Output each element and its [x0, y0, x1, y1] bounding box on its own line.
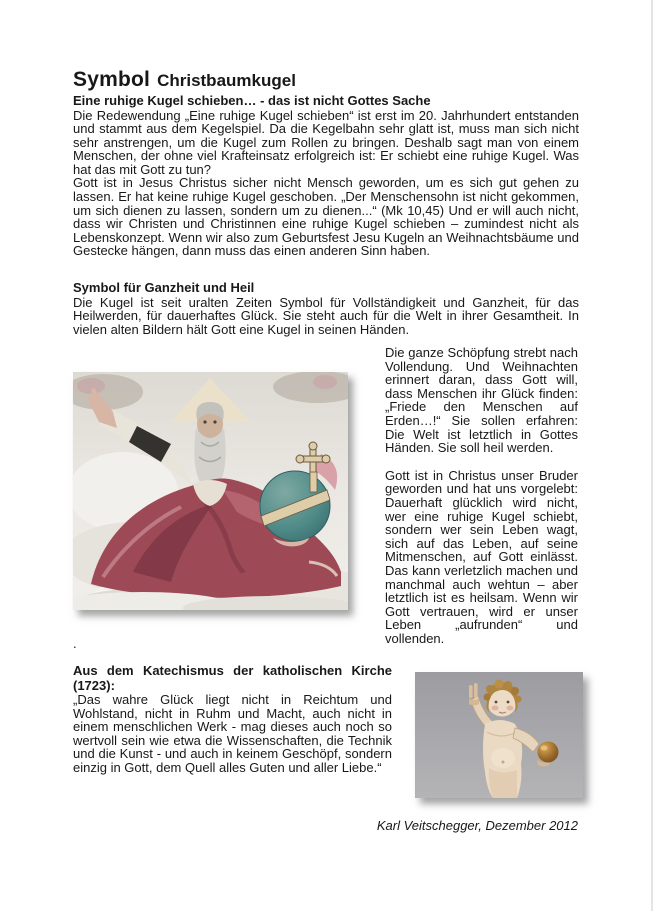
section-ganzheit	[73, 281, 579, 336]
ganzheit-paragraph: Die Kugel ist seit uralten Zeiten Symbol für Vollständigkeit und Ganzheit, für das Heilwerden, für dauerhaftes Glück. Sie steht auch für die Welt in ihrer Gesamtheit. In vielen alten Bildern hält Gott eine Kugel in seinen Händen.	[73, 294, 579, 337]
section-katechismus	[73, 664, 392, 775]
intro-paragraph-2: Gott ist in Jesus Christus sicher nicht Mensch geworden, um es sich gut gehen zu lassen. Er hat keine ruhige Kugel geschoben. „Der Menschensohn ist nicht gekommen, um sich dienen zu lassen, sondern um zu dienen...“ (Mk 10,45) Und er will auch nicht, dass wir Christen und Christinnen eine ruhige Kugel schieben – zumindest nicht als Lebenskonzept. Wenn wir also zum Geburtsfest Jesu Kugeln an Weihnachtsbäume und Gestecke hängen, dann muss das einen anderen Sinn haben.	[73, 175, 579, 259]
page-right-edge-line	[651, 0, 653, 911]
fresco-illustration	[73, 372, 348, 610]
creation-paragraph-1: Die ganze Schöpfung strebt nach Vollendung. Und Weihnachten erinnert daran, dass Gott will, dass Menschen ihr Glück finden: „Friede den Menschen auf Erden…!“ Sie sollen erfahren: Die Welt ist letztlich in Gottes Händen. Sie soll heil werden.	[385, 345, 578, 456]
stray-period: .	[73, 636, 77, 651]
ganzheit-heading: Symbol für Ganzheit und Heil	[73, 280, 255, 295]
katechismus-paragraph: „Das wahre Glück liegt nicht in Reichtum und Wohlstand, nicht in Ruhm und Macht, auch nicht in einem menschlichen Werk - mag dieses auch noch so wertvoll sein wie etwa die Wissenschaften, die Technik und die Kunst - und auch in keinem Geschöpf, sondern einzig in Gott, dem Quell alles Guten und aller Liebe.“	[73, 692, 392, 775]
author-credit: Karl Veitschegger, Dezember 2012	[376, 818, 578, 833]
god-father-fresco-image	[73, 372, 348, 610]
page-title-sub: Christbaumkugel	[157, 71, 296, 90]
creation-paragraph-2: Gott ist in Christus unser Bruder geworden und hat uns vorgelebt: Dauerhaft glücklich wird nicht, wer eine ruhige Kugel schiebt, sondern wer sein Leben wagt, sich auf das Leben, auf seine Mitmenschen, auf Gott einlässt. Das kann verletzlich machen und manchmal auch wehtun – aber letztlich ist es heilsam. Wenn wir Gott vertrauen, wird er unser Leben „aufrunden“ und vollenden.	[385, 467, 578, 646]
figurine-illustration	[415, 672, 583, 798]
christ-child-figurine-image	[415, 672, 583, 798]
creation-text-column	[385, 346, 578, 645]
katechismus-heading: Aus dem Katechismus der katholischen Kirche (1723):	[73, 663, 392, 693]
intro-heading: Eine ruhige Kugel schieben… - das ist nicht Gottes Sache	[73, 93, 431, 108]
page-title	[73, 57, 296, 94]
intro-paragraph-1: Die Redewendung „Eine ruhige Kugel schieben“ ist erst im 20. Jahrhundert entstanden und stammt aus dem Kegelspiel. Da die Kegelbahn sehr glatt ist, muss man sich nicht sehr anstrengen, um die Kugel zum Rollen zu bringen. Deshalb sagt man von einem Menschen, der ohne viel Krafteinsatz erfolgreich ist: Er schiebt eine ruhige Kugel. Was hat das mit Gott zu tun?	[73, 107, 579, 177]
page-title-main: Symbol	[73, 68, 151, 91]
section-intro	[73, 94, 579, 258]
